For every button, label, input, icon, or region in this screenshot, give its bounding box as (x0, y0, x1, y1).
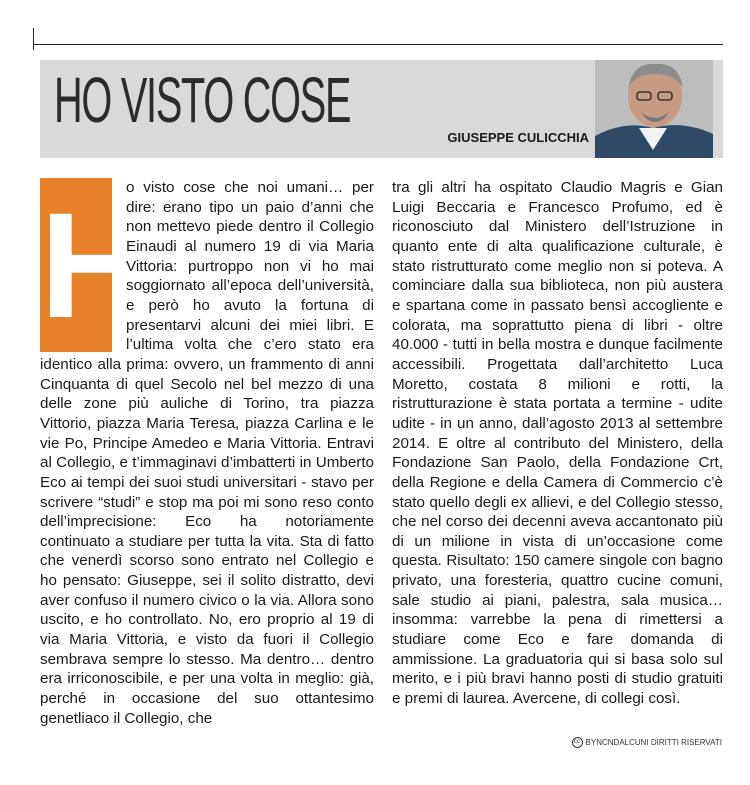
article-column-left (40, 178, 374, 728)
article-column-right (392, 178, 723, 709)
license-text: BYNCNDALCUNI DIRITTI RISERVATI (585, 738, 722, 747)
author-photo (595, 60, 713, 158)
drop-cap: H (40, 178, 112, 352)
column-title: HO VISTO COSE (54, 64, 351, 136)
creative-commons-icon: cc (572, 737, 583, 748)
top-horizontal-rule (33, 44, 723, 45)
article-text-right: tra gli altri ha ospitato Claudio Magris e Gian Luigi Beccaria e Francesco Profumo, ed è riconosciuto dal Ministero dell’Istruzione in quanto ente di alta qualificazione culturale, è stato ristrutturato come meglio non si poteva. A cominciare dalla sua biblioteca, non più austera e spartana come in passato bensì accogliente e colorata, ma soprattutto piena di libri - oltre 40.000 - tutti in bella mostra e dunque facilmente accessibili. Progettata dall’architetto Luca Moretto, costata 8 milioni e rotti, la ristrutturazione è stata portata a termine - udite udite - in un anno, dall’agosto 2013 al settembre 2014. E oltre al contributo del Ministero, della Fondazione San Paolo, della Fondazione Crt, della Regione e della Camera di Commercio c’è stato quello degli ex allievi, e del Collegio stesso, che nel corso dei decenni aveva accantonato più di un milione in vista di un’occasione come questa. Risultato: 150 camere singole con bagno privato, una foresteria, quattro cucine comuni, sale studio ai piani, palestra, sala musica… insomma: varrebbe la pena di rimettersi a studiare come Eco e fare domanda di ammissione. La graduatoria qui si basa solo sul merito, e i più bravi hanno posti di studio gratuiti e premi di laurea. Avercene, di collegi così. (392, 179, 723, 708)
author-name: GIUSEPPE CULICCHIA (447, 130, 589, 145)
top-vertical-rule (33, 28, 34, 50)
license-notice (572, 737, 722, 748)
article-text-left: o visto cose che noi umani… per dire: erano tipo un paio d’anni che non mettevo piede dentro il Collegio Einaudi al numero 19 di via Maria Vittoria: purtroppo non vi ho mai soggiornato all’epoca dell’università, e però ho avuto la fortuna di presentarvi alcuni dei miei libri. E l’ultima volta che c’ero stato era identico alla prima: ovvero, un frammento di anni Cinquanta di quel Secolo nel bel mezzo di una delle zone più auliche di Torino, tra piazza Vittorio, piazza Maria Teresa, piazza Carlina e le vie Po, Principe Amedeo e Maria Vittoria. Entravi al Collegio, e t’immaginavi d’imbatterti in Umberto Eco ai tempi dei suoi studi universitari - stavo per scrivere “studi” e stop ma poi mi sono reso conto dell’imprecisione: Eco ha notoriamente continuato a studiare per tutta la vita. Sta di fatto che venerdì scorso sono entrato nel Collegio e ho pensato: Giuseppe, sei il solito distratto, devi aver confuso il numero civico o la via. Allora sono uscito, e ho controllato. No, ero proprio al 19 di via Maria Vittoria, e visto da fuori il Collegio sembrava sempre lo stesso. Ma dentro… dentro era irriconoscibile, e per una volta in meglio: già, perché in occasione del suo ottantesimo genetliaco il Collegio, che (40, 179, 374, 727)
column-header (40, 60, 723, 158)
